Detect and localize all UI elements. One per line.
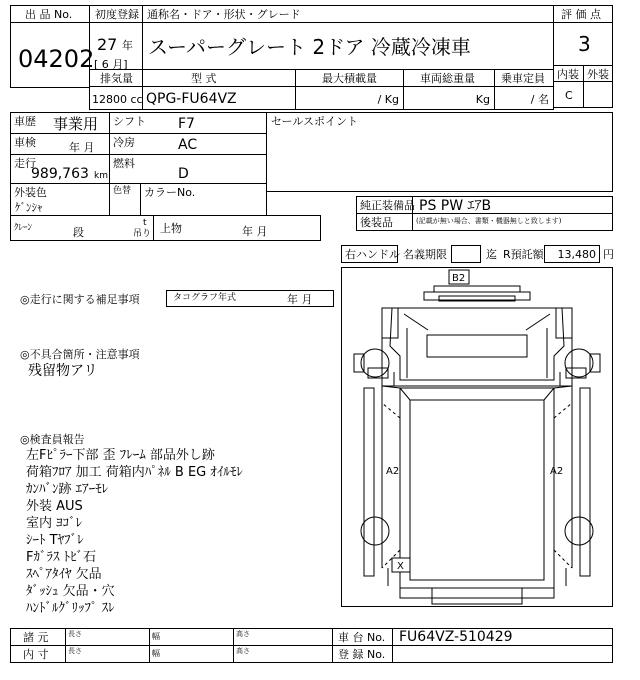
name-label: 通称名・ドア・形状・グレード [147, 8, 301, 21]
tachograph-label: タコグラフ年式 [173, 293, 237, 303]
color-number-cell [140, 183, 267, 216]
steering-cell [341, 245, 398, 263]
mark-a2-right: A2 [550, 466, 564, 477]
chassis-value: FU64VZ-510429 [399, 629, 513, 645]
grade-label: 評 価 点 [561, 8, 601, 21]
mileage-unit: km [94, 171, 108, 181]
equipment-label: 純正装備品 [360, 199, 415, 212]
max-load-label-cell [295, 69, 404, 87]
mileage-value: 989,763 [31, 166, 89, 182]
dims-label-cell [10, 628, 66, 646]
first-reg-value-cell [89, 22, 143, 70]
inspection-label: 車検 [14, 136, 36, 149]
equipment-label-cell [356, 196, 413, 214]
max-load-value-cell [295, 86, 404, 110]
name-label-cell [142, 5, 554, 23]
fuel-cell [109, 154, 267, 184]
reg-value-cell [392, 645, 613, 663]
dims-width-cell [149, 628, 234, 646]
inner-height-cell [233, 645, 333, 663]
vehicle-diagram-frame [341, 267, 613, 607]
inner-label: 内 寸 [23, 648, 49, 661]
name-change-box [451, 245, 481, 263]
model-label-cell [142, 69, 296, 87]
aftermarket-label-cell [356, 213, 413, 231]
reg-label: 登 録 No. [338, 648, 386, 661]
first-reg-month: [ 6 月] [94, 58, 128, 71]
equipment-value: PS PW ｴｱB [419, 198, 492, 214]
gross-weight-value-cell [403, 86, 495, 110]
mark-a2-left: A2 [386, 466, 400, 477]
capacity-value-cell [494, 86, 554, 110]
aftermarket-value-cell [412, 213, 613, 231]
displacement-label-cell [89, 69, 143, 87]
mileage-label: 走行 [14, 157, 36, 170]
exterior-label: 外装 [587, 68, 609, 81]
defects-label: ◎不具合箇所・注意事項 [20, 348, 140, 361]
exterior-label-cell [583, 65, 613, 82]
sales-point-cell [266, 112, 613, 192]
crane-label: ｸﾚｰﾝ [14, 223, 33, 233]
shift-value: F7 [178, 116, 195, 132]
max-load-label: 最大積載量 [322, 72, 377, 85]
inspector-report [26, 447, 243, 617]
driving-remarks-label: ◎走行に関する補足事項 [20, 293, 140, 306]
chassis-label-cell [332, 628, 393, 646]
color-number-label: カラーNo. [144, 186, 196, 199]
fee-prefix: 迄 [486, 248, 497, 261]
color-change-cell [109, 183, 141, 216]
inner-height-label: 高さ [236, 647, 250, 655]
fuel-value: D [178, 166, 189, 182]
dims-height-label: 高さ [236, 630, 250, 638]
exterior-color-label: 外装色 [14, 186, 47, 199]
report-line: ﾀﾞｯｼｭ 欠品・穴 [26, 584, 115, 599]
dims-width-label: 幅 [152, 632, 160, 641]
truck-diagram [342, 268, 612, 606]
displacement-value-cell [89, 86, 143, 110]
history-value: 事業用 [53, 115, 99, 133]
grade-label-cell [553, 5, 613, 23]
inner-label-cell [10, 645, 66, 663]
crane-cell [10, 215, 154, 241]
inspection-value: 年 月 [69, 141, 95, 154]
car-name-cell [142, 22, 554, 70]
inspector-label: ◎検査員報告 [20, 433, 85, 446]
gross-weight-label: 車両総重量 [420, 72, 475, 85]
upper-body-label: 上物 [160, 222, 182, 235]
inner-length-label: 長さ [68, 647, 82, 655]
fee-box [544, 245, 600, 263]
sales-point-label: セールスポイント [271, 115, 359, 128]
steering-value: 右ハンドル [345, 248, 400, 261]
report-line: 外装 AUS [26, 499, 83, 514]
model-value-cell [142, 86, 296, 110]
fee-label: R預託額 [503, 248, 544, 261]
fee-value: 13,480 [557, 248, 596, 261]
inner-length-cell [65, 645, 150, 663]
fee-unit: 円 [603, 248, 614, 261]
grade-value: 3 [578, 32, 591, 56]
upper-body-date: 年 月 [242, 225, 268, 238]
report-line: 室内 ﾖｺﾞﾚ [26, 516, 83, 531]
shift-cell [109, 112, 267, 134]
displacement-label: 排気量 [100, 72, 133, 85]
defects-value: 残留物アリ [28, 363, 98, 379]
chassis-label: 車 台 No. [338, 631, 386, 644]
equipment-value-cell [412, 196, 613, 214]
max-load-value: / Kg [377, 93, 399, 106]
crane-lift: 吊り [133, 229, 152, 239]
report-line: ｼｰﾄ Tﾔﾌﾞﾚ [26, 533, 84, 548]
report-line: 左Fﾋﾟﾗｰ下部 歪 ﾌﾚｰﾑ 部品外し跡 [26, 448, 215, 463]
exterior-color-cell [10, 183, 110, 216]
interior-value-cell [553, 81, 584, 108]
mark-x: X [397, 561, 404, 572]
first-reg-year-unit: 年 [122, 39, 133, 52]
dims-length-label: 長さ [68, 630, 82, 638]
first-reg-label-cell [89, 5, 143, 23]
report-line: 荷箱ﾌﾛｱ 加工 荷箱内ﾊﾟﾈﾙ B EG ｵｲﾙﾓﾚ [26, 465, 243, 480]
first-reg-label: 初度登録 [95, 8, 139, 21]
exterior-value-cell [583, 81, 613, 108]
gross-weight-label-cell [403, 69, 495, 87]
report-line: ｶﾝﾊﾞﾝ跡 ｴｱｰﾓﾚ [26, 482, 109, 497]
lot-label-cell [10, 5, 90, 23]
grade-value-cell [553, 22, 613, 66]
inner-width-cell [149, 645, 234, 663]
dims-label: 諸 元 [23, 631, 49, 644]
lot-number-cell [10, 22, 95, 88]
dims-length-cell [65, 628, 150, 646]
model-value: QPG-FU64VZ [146, 91, 237, 107]
capacity-label: 乗車定員 [501, 72, 545, 85]
color-change-label: 色替 [113, 186, 132, 196]
aftermarket-note: (記載が無い場合、書類・機器無しと致します) [416, 217, 562, 225]
exterior-color-value: ｹﾞﾝｼｬ [15, 201, 43, 214]
ac-cell [109, 133, 267, 155]
inspection-cell [10, 133, 110, 155]
report-line: Fｶﾞﾗｽ ﾄﾋﾞ石 [26, 550, 97, 565]
mark-b2: B2 [452, 273, 466, 284]
aftermarket-label: 後装品 [360, 216, 393, 229]
history-label: 車歴 [14, 115, 36, 128]
ac-label: 冷房 [113, 136, 135, 149]
interior-label-cell [553, 65, 584, 82]
displacement-value: 12800 cc [92, 93, 143, 106]
dims-height-cell [233, 628, 333, 646]
upper-body-cell [153, 215, 321, 241]
crane-ton: t [143, 218, 147, 228]
tachograph-date: 年 月 [287, 293, 313, 306]
name-change-label: 名義期限 [403, 248, 447, 261]
fuel-label: 燃料 [113, 157, 135, 170]
lot-number: 04202 [18, 45, 95, 73]
mileage-cell [10, 154, 110, 184]
history-cell [10, 112, 110, 134]
interior-label: 内装 [557, 68, 579, 81]
capacity-value: / 名 [530, 93, 549, 106]
inner-width-label: 幅 [152, 649, 160, 658]
crane-stage: 段 [73, 226, 84, 239]
gross-weight-value: Kg [475, 93, 490, 106]
report-line: ﾊﾝﾄﾞﾙｸﾞﾘｯﾌﾟ ｽﾚ [26, 601, 115, 616]
ac-value: AC [178, 137, 198, 153]
interior-value: C [565, 89, 573, 102]
report-line: ｽﾍﾟｱﾀｲﾔ 欠品 [26, 567, 102, 582]
model-label: 型 式 [191, 72, 217, 85]
first-reg-year: 27 [97, 35, 118, 54]
shift-label: シフト [113, 115, 146, 128]
capacity-label-cell [494, 69, 554, 87]
chassis-value-cell [392, 628, 613, 646]
lot-label: 出 品 No. [25, 8, 73, 21]
tachograph-cell [166, 290, 334, 307]
car-name: スーパーグレート 2ドア 冷蔵冷凍車 [148, 35, 471, 59]
reg-label-cell [332, 645, 393, 663]
